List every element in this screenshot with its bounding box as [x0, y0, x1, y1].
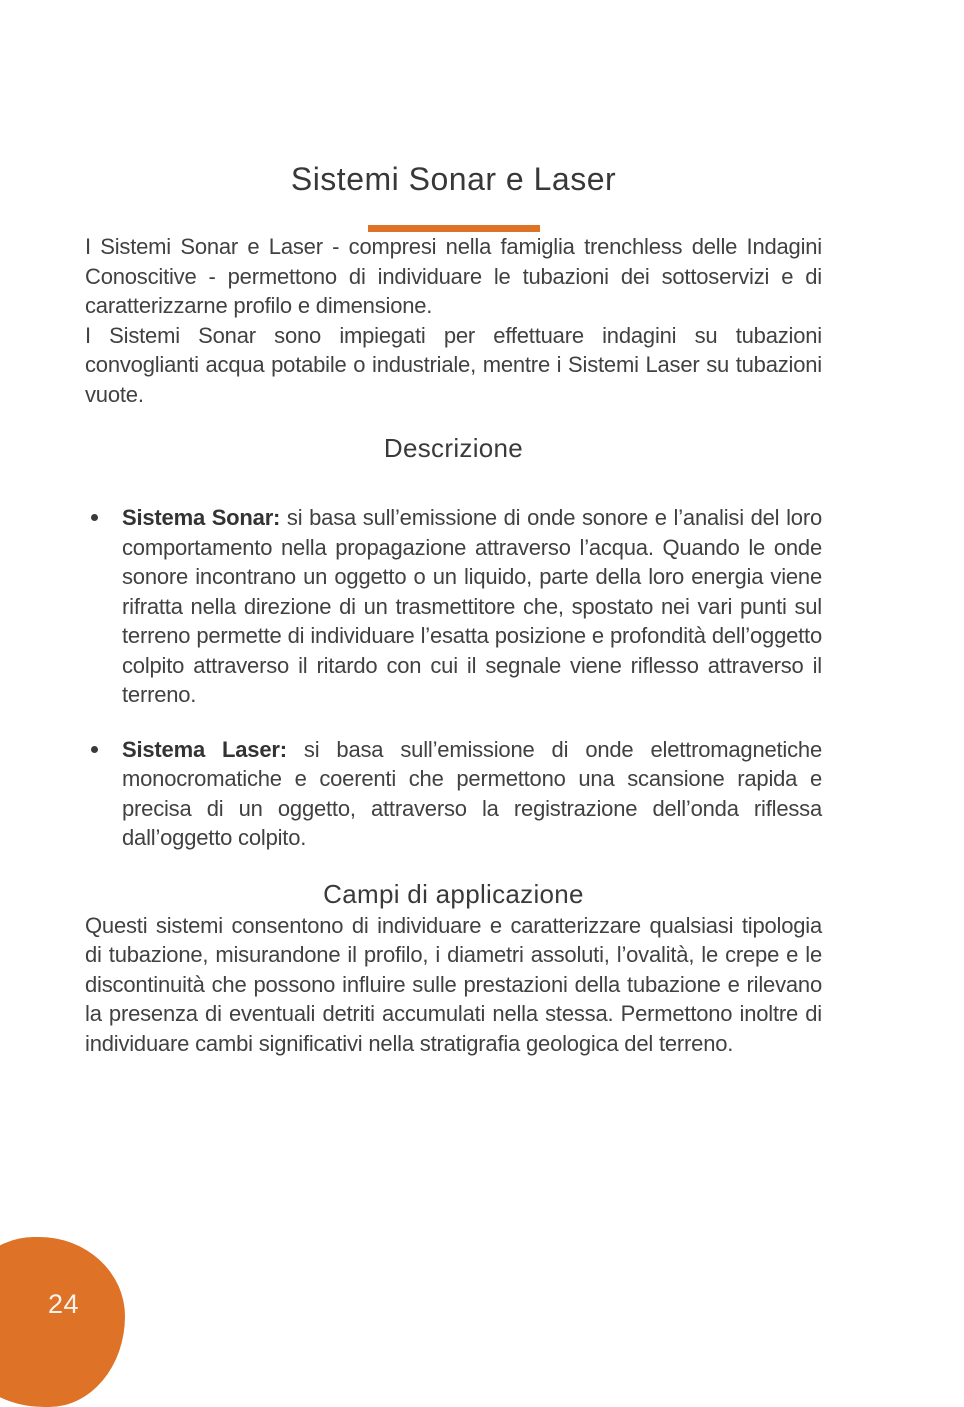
intro-paragraph-2: I Sistemi Sonar sono impiegati per effettuare indagini su tubazioni convoglianti acqua potabile o industriale, mentre i Sistemi Laser su tubazioni vuote. — [85, 322, 822, 407]
section-heading-descrizione: Descrizione — [383, 433, 524, 463]
page-content — [85, 0, 822, 1058]
list-item-label: Sistema Laser: — [122, 736, 287, 762]
section-heading-campi-di-applicazione: Campi di applicazione — [323, 878, 584, 909]
list-item-label: Sistema Sonar: — [122, 505, 281, 530]
bullet-icon — [91, 746, 98, 753]
page-title: Sistemi Sonar e Laser — [290, 161, 617, 197]
list-item-sonar — [85, 503, 822, 710]
bullet-icon — [91, 514, 98, 521]
list-item-body: si basa sull’emissione di onde elettromagnetiche monocromatiche e coerenti che permettono una scansione rapida e precisa di un oggetto, attraverso la registrazione dell’onda riflessa dall’oggetto colpito. — [122, 736, 822, 850]
list-item-text — [122, 735, 822, 853]
description-list — [85, 503, 822, 853]
page-number: 24 — [48, 1289, 80, 1319]
list-item-laser — [85, 735, 822, 853]
title-divider — [368, 225, 540, 232]
list-item-text — [122, 503, 822, 710]
list-item-body: si basa sull’emissione di onde sonore e l’analisi del loro comportamento nella propagazione attraverso l’acqua. Quando le onde sonore incontrano un oggetto o un liquido, parte della loro energia viene rifratta nella direzione di un trasmettitore che, spostato nei vari punti sul terreno permette di individuare l’esatta posizione e profondità dell’oggetto colpito attraverso il ritardo con cui il segnale viene riflesso attraverso il terreno. — [122, 505, 822, 707]
page-number-blob — [0, 1237, 125, 1407]
applications-paragraph: Questi sistemi consentono di individuare e caratterizzare qualsiasi tipologia di tubazione, misurandone il profilo, i diametri assoluti, l’ovalità, le crepe e le discontinuità che possono influire sulle prestazioni della tubazione e rilevano la presenza di eventuali detriti accumulati nella stessa. Permettono inoltre di individuare cambi significativi nella stratigrafia geologica del terreno. — [85, 912, 822, 1056]
intro-paragraph-1: I Sistemi Sonar e Laser - compresi nella famiglia trenchless delle Indagini Conoscitive - permettono di individuare le tubazioni dei sottoservizi e di caratterizzarne profilo e dimensione. — [85, 234, 822, 318]
